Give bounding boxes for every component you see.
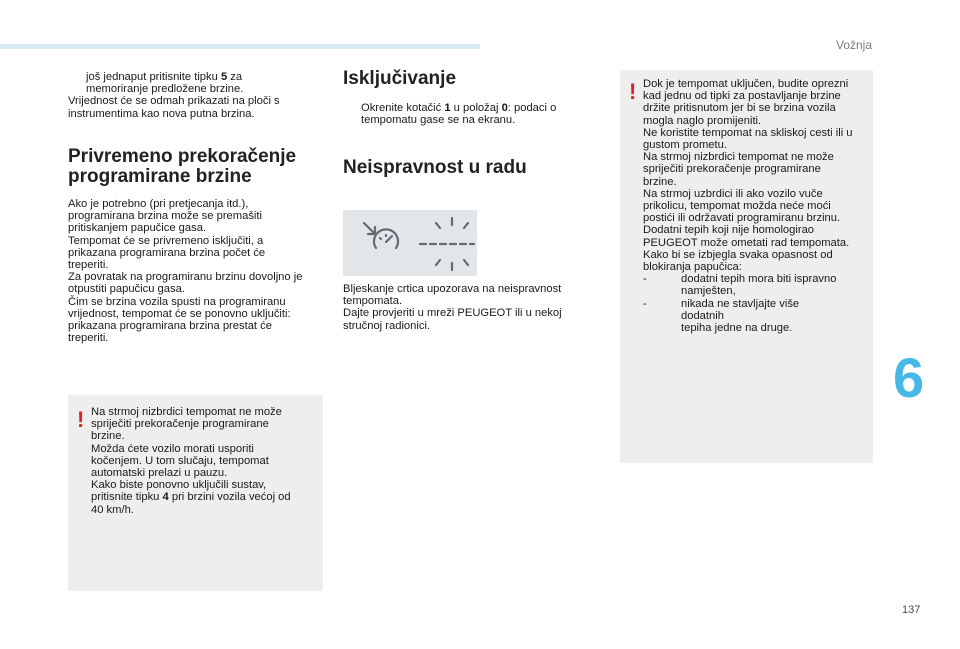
speedometer-dashes-icon	[343, 210, 477, 276]
warning-icon: !	[77, 407, 85, 432]
page-number: 137	[902, 604, 921, 616]
override-body-text: Ako je potrebno (pri pretjecanja itd.), programirana brzina može se premašiti pritiskanjem papučice gasa. Tempomat će se privremeno isključiti, a prikazana programirana brzina počet će treperiti. Za povratak na programiranu brzinu dovoljno je otpustiti papučicu gasa. Čim se brzina vozila spusti na programiranu vrijednost, tempomat će se ponovno uključiti: prikazana programirana brzina prestat će treperiti.	[68, 198, 303, 345]
switch-off-bullet: Okrenite kotačić 1 u položaj 0: podaci o tempomatu gase se na ekranu.	[361, 102, 557, 127]
chapter-number-tab: 6	[893, 346, 925, 409]
warning-box-precautions	[620, 70, 873, 463]
section-heading-switch-off: Isključivanje	[343, 68, 457, 89]
display-info-paragraph: Vrijednost će se odmah prikazati na ploči s instrumentima kao nova putna brzina.	[68, 95, 280, 120]
warning-box-downhill	[68, 395, 323, 591]
chapter-title: Vožnja	[835, 38, 872, 52]
memorize-speed-bullet: još jednaput pritisnite tipku 5 za memoriranje predložene brzine. Vrijednost će se odmah prikazati na ploči s instrumentima kao nova putna brzina.	[68, 71, 324, 120]
list-item: - nikada ne stavljajte više dodatnih tepiha jedne na druge.	[643, 297, 800, 335]
warning-icon: !	[629, 79, 637, 104]
malfunction-text: Bljeskanje crtica upozorava na neispravnost tempomata. Dajte provjeriti u mreži PEUGEOT ili u nekoj stručnoj radionici.	[343, 283, 562, 332]
cruise-fault-display-illustration	[343, 210, 477, 276]
header-accent-bar	[0, 44, 480, 49]
warning-text: Na strmoj nizbrdici tempomat ne može spriječiti prekoračenje programirane brzine. Možda ćete vozilo morati usporiti kočenjem. U tom slučaju, tempomat automatski prelazi u pauzu. Kako biste ponovno uključili sustav, pritisnite tipku 4 pri brzini vozila većoj od 40 km/h.	[91, 406, 291, 516]
section-heading-override: Privremeno prekoračenje programirane brzine	[68, 146, 297, 187]
list-item: - dodatni tepih mora biti ispravno namješten,	[643, 273, 837, 298]
warning-text: Dok je tempomat uključen, budite oprezni kad jednu od tipki za postavljanje brzine držite pritisnutom jer bi se brzina vozila mogla naglo promijeniti. Ne koristite tempomat na skliskoj cesti ili u gustom prometu. Na strmoj nizbrdici tempomat ne može spriječiti prekoračenje programirane brzine. Na strmoj uzbrdici ili ako vozilo vuče prikolicu, tempomat možda neće moći postići ili održavati programiranu brzinu. Dodatni tepih koji nije homologirao PEUGEOT može ometati rad tempomata. Kako bi se izbjegla svaka opasnost od blokiranja papučica: - dodatni tepih mora biti ispravno namješten, - nikada ne stavljajte više dodatnih tepiha jedne na druge.	[643, 78, 871, 334]
section-heading-malfunction: Neispravnost u radu	[343, 157, 527, 178]
